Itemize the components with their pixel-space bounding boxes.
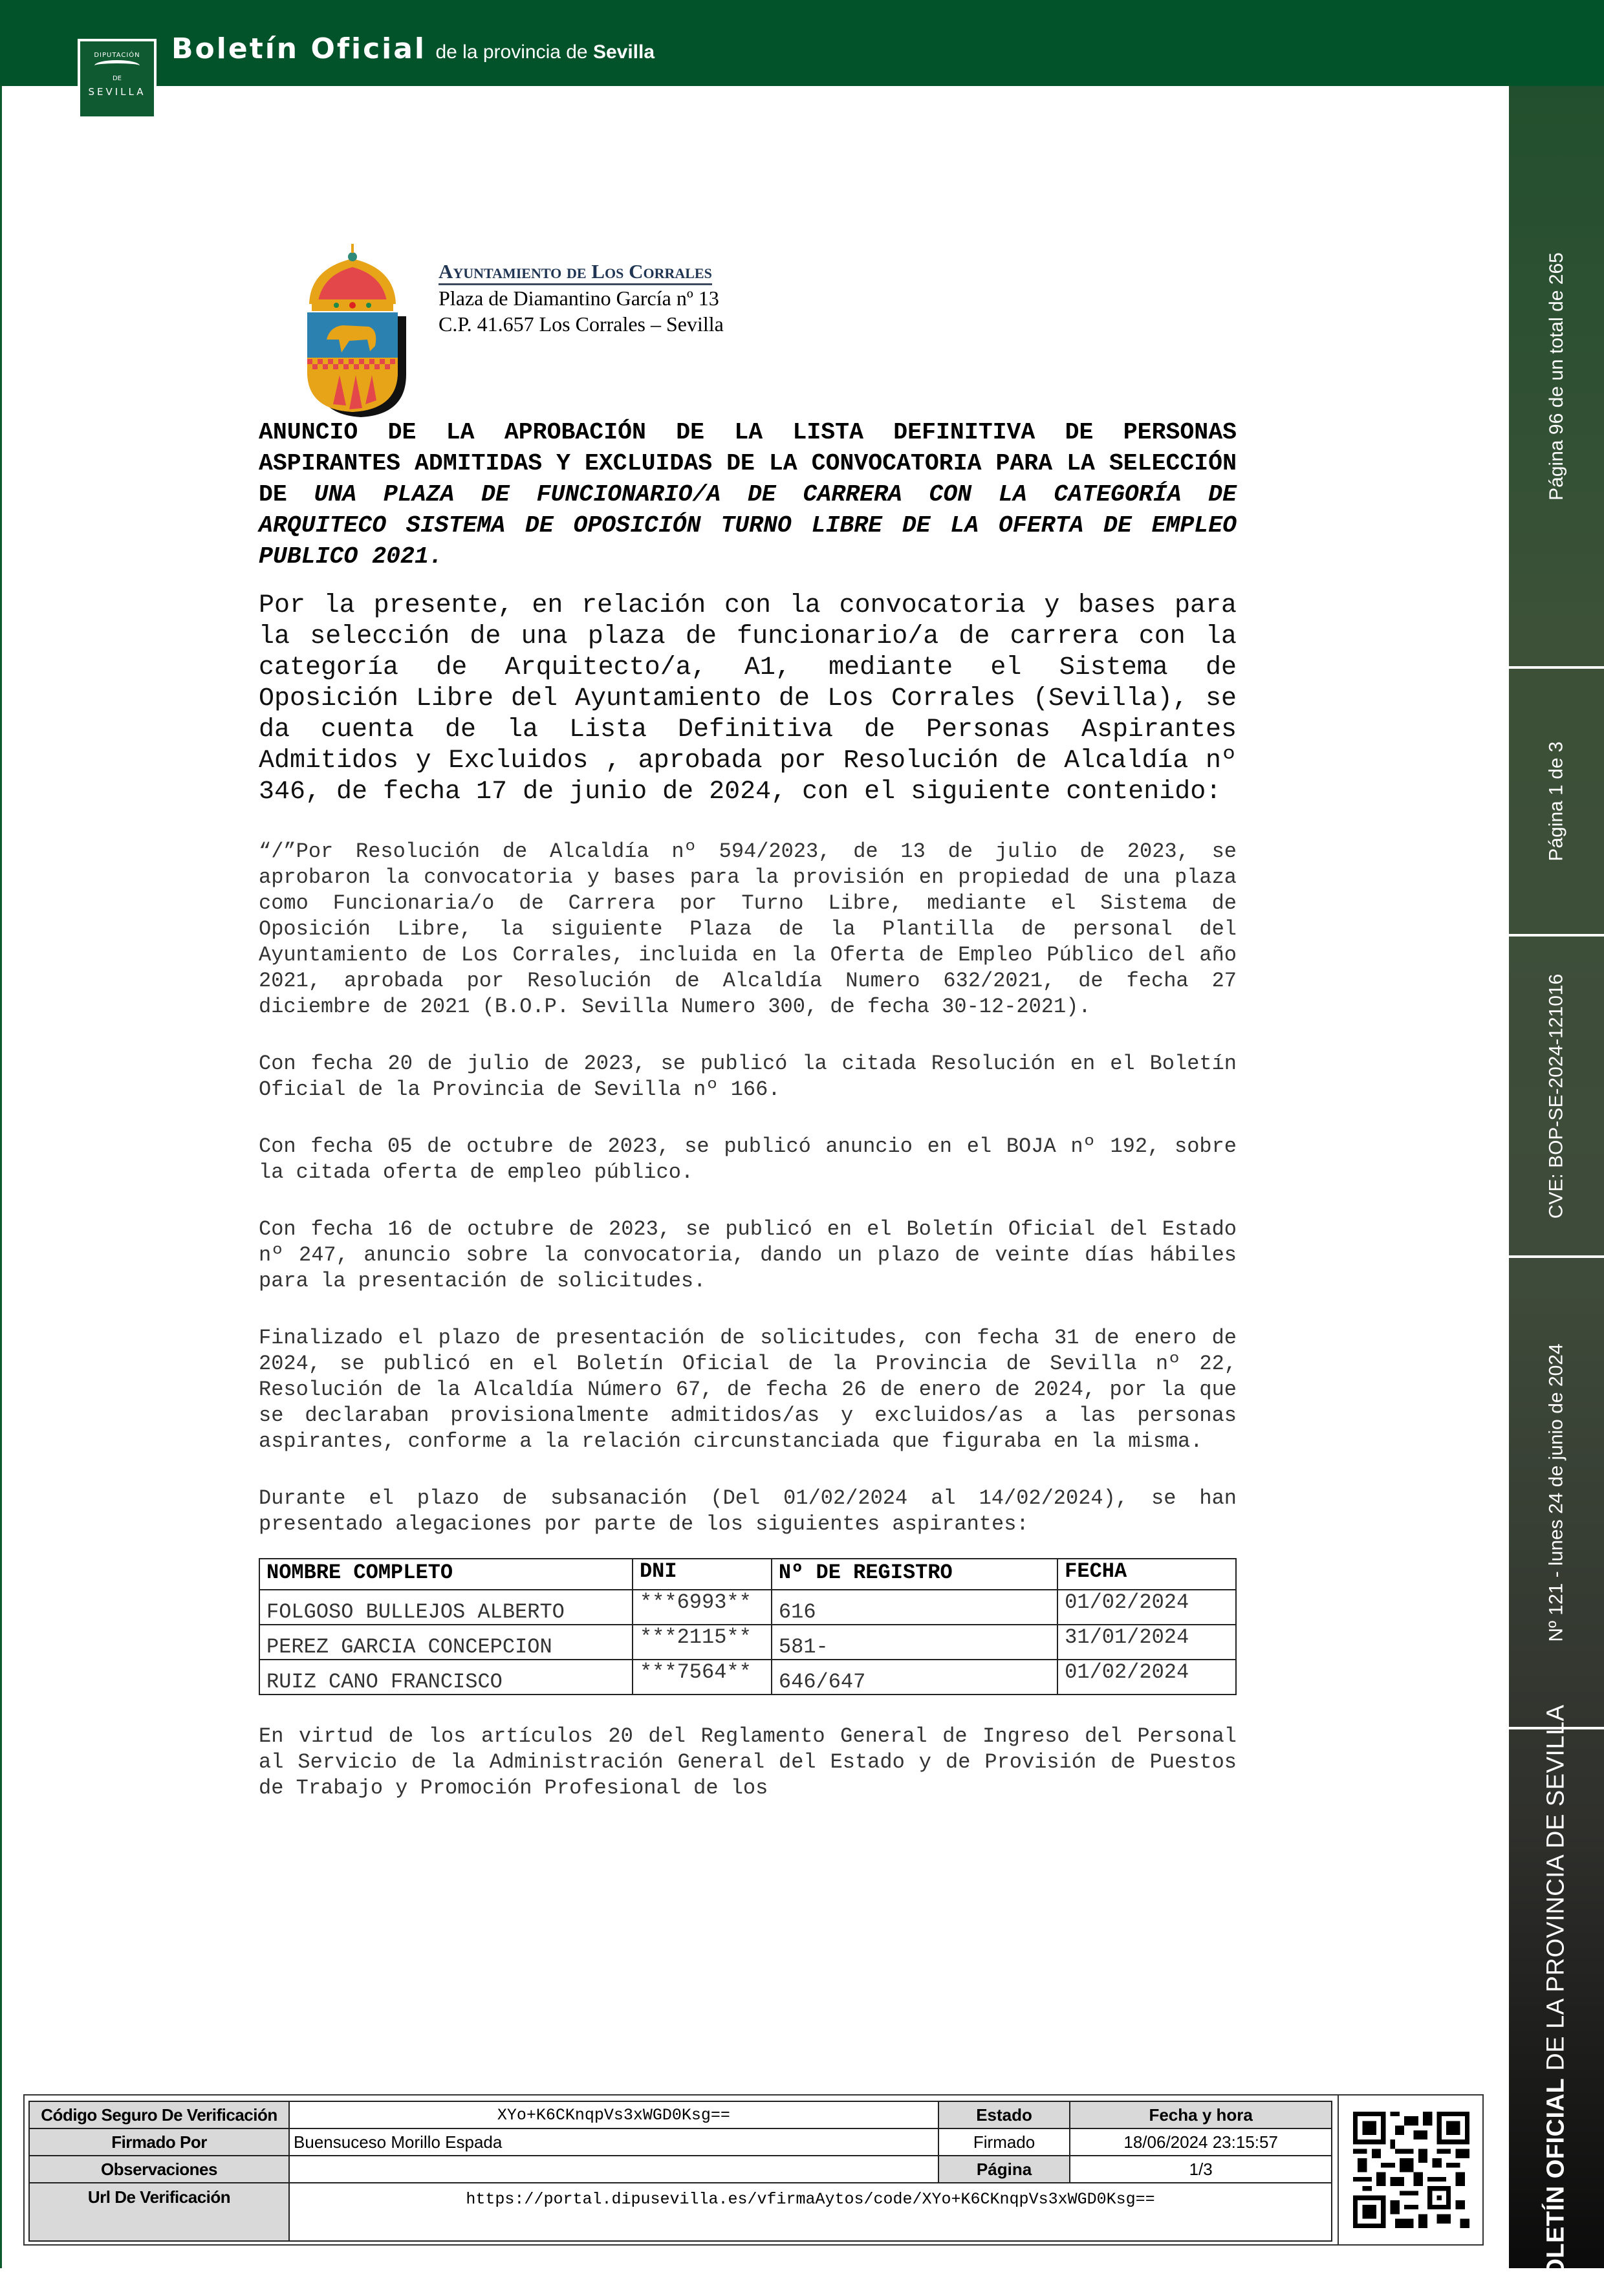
cell-dni: ***6993** [633, 1590, 772, 1625]
cell-nombre: PEREZ GARCIA CONCEPCION [259, 1625, 633, 1660]
observaciones-value [289, 2156, 938, 2183]
cell-dni: ***7564** [633, 1660, 772, 1695]
announcement-title [259, 417, 1237, 572]
cell-registro: 616 [772, 1590, 1057, 1625]
csv-value[interactable]: XYo+K6CKnqpVs3xWGD0Ksg== [289, 2101, 938, 2128]
masthead-sub-text: de la provincia de [435, 41, 588, 63]
pagina-label: Página [938, 2156, 1070, 2183]
paragraph-resolution-594: “/”Por Resolución de Alcaldía nº 594/2023, de 13 de julio de 2023, se aprobaron la convocatoria y bases para la provisión en propiedad de una plaza como Funcionaria/o de Carrera por Turno Libre, mediante el Sistema de Oposición Libre, la siguiente Plaza de la Plantilla de personal del Ayuntamiento de Los Corrales, incluida en la Oferta de Empleo Público del año 2021, aprobada por Resolución de Alcaldía Numero 632/2021, de fecha 27 diciembre de 2021 (B.O.P. Sevilla Numero 300, de fecha 30-12-2021). [259, 839, 1237, 1019]
closing-paragraph: En virtud de los artículos 20 del Reglamento General de Ingreso del Personal al Servicio de la Administración General del Estado y de Provisión de Puestos de Trabajo y Promoción Profesional de los [259, 1724, 1237, 1800]
observaciones-label: Observaciones [29, 2156, 289, 2183]
ayuntamiento-name: Ayuntamiento de Los Corrales [439, 261, 712, 285]
cell-dni: ***2115** [633, 1625, 772, 1660]
sidebar-issue-date [1509, 1255, 1604, 1727]
aspirantes-table [259, 1558, 1237, 1695]
logo-arc-icon [94, 60, 140, 71]
table-row [259, 1590, 1236, 1625]
title-bold-part: ANUNCIO DE LA APROBACIÓN DE LA LISTA DEFINITIVA DE PERSONAS ASPIRANTES ADMITIDAS Y EXCLUIDAS DE LA CONVOCATORIA PARA LA SELECCIÓN DE [259, 419, 1237, 508]
masthead-sub [435, 41, 655, 63]
masthead-title [171, 32, 655, 65]
paragraph-provisional-list: Finalizado el plazo de presentación de solicitudes, con fecha 31 de enero de 2024, se publicó en el Boletín Oficial de la Provincia de Sevilla nº 22, Resolución de la Alcaldía Número 67, de fecha 26 de enero de 2024, por la que se declaraban provisionalmente admitidos/as y excluidos/as a las personas aspirantes, conforme a la relación circunstanciada que figuraba en la misma. [259, 1326, 1237, 1453]
header-dni: DNI [633, 1559, 772, 1590]
sidebar-brand [1509, 1704, 1604, 2296]
table-header-row [259, 1559, 1236, 1590]
masthead-city: Sevilla [592, 41, 655, 63]
fecha-hora-label: Fecha y hora [1070, 2101, 1332, 2128]
coat-of-arms-icon [298, 243, 407, 417]
logo-arc-text: DIPUTACIÓN [94, 52, 140, 59]
signature-table [28, 2101, 1332, 2242]
left-border-strip [0, 86, 2, 2268]
paragraph-subsanacion: Durante el plazo de subsanación (Del 01/02/2024 al 14/02/2024), se han presentado alegaciones por parte de los siguientes aspirantes: [259, 1486, 1237, 1536]
intro-paragraph: Por la presente, en relación con la convocatoria y bases para la selección de una plaza de funcionario/a de carrera con la categoría de Arquitecto/a, A1, mediante el Sistema de Oposición Libre del Ayuntamiento de Los Corrales (Sevilla), se da cuenta de la Lista Definitiva de Personas Aspirantes Admitidos y Excluidos , aprobada por Resolución de Alcaldía nº 346, de fecha 17 de junio de 2024, con el siguiente contenido: [259, 591, 1237, 807]
sidebar-page-in-doc [1509, 666, 1604, 934]
csv-label: Código Seguro De Verificación [29, 2101, 289, 2128]
brand-bold: BOLETÍN OFICIAL [1543, 2077, 1570, 2296]
page-total-text: Página 96 de un total de 265 [1545, 252, 1567, 501]
pagina-value: 1/3 [1070, 2156, 1332, 2183]
page-in-doc-text: Página 1 de 3 [1545, 741, 1567, 861]
firmado-por-label: Firmado Por [29, 2128, 289, 2156]
header-fecha: FECHA [1057, 1559, 1236, 1590]
paragraph-boja-192: Con fecha 05 de octubre de 2023, se publicó anuncio en el BOJA nº 192, sobre la citada oferta de empleo público. [259, 1134, 1237, 1184]
firmado-por-value: Buensuceso Morillo Espada [289, 2128, 938, 2156]
sidebar-page-total [1509, 86, 1604, 666]
url-label: Url De Verificación [29, 2183, 289, 2241]
issue-date-text: Nº 121 - lunes 24 de junio de 2024 [1545, 1343, 1567, 1642]
cell-registro: 581- [772, 1625, 1057, 1660]
paragraph-boe-247: Con fecha 16 de octubre de 2023, se publicó en el Boletín Oficial del Estado nº 247, anuncio sobre la convocatoria, dando un plazo de veinte días hábiles para la presentación de solicitudes. [259, 1217, 1237, 1293]
cell-nombre: FOLGOSO BULLEJOS ALBERTO [259, 1590, 633, 1625]
cve-text: CVE: BOP-SE-2024-121016 [1545, 973, 1567, 1218]
diputacion-logo [78, 39, 157, 116]
paragraph-bop-166: Con fecha 20 de julio de 2023, se publicó la citada Resolución en el Boletín Oficial de la Provincia de Sevilla nº 166. [259, 1052, 1237, 1101]
fecha-hora-value: 18/06/2024 23:15:57 [1070, 2128, 1332, 2156]
table-row [259, 1625, 1236, 1660]
title-italic-part: UNA PLAZA DE FUNCIONARIO/A DE CARRERA CON LA CATEGORÍA DE ARQUITECO SISTEMA DE OPOSICIÓN TURNO LIBRE DE LA OFERTA DE EMPLEO PUBLICO 2021. [259, 481, 1237, 570]
cell-nombre: RUIZ CANO FRANCISCO [259, 1660, 633, 1695]
cell-registro: 646/647 [772, 1660, 1057, 1695]
ayuntamiento-postal: C.P. 41.657 Los Corrales – Sevilla [439, 312, 724, 336]
verification-url-link[interactable]: https://portal.dipusevilla.es/vfirmaAytos/code/XYo+K6CKnqpVs3xWGD0Ksg== [289, 2183, 1332, 2241]
masthead-main: Boletín Oficial [171, 32, 427, 65]
brand-rest: DE LA PROVINCIA DE SEVILLA [1543, 1704, 1570, 2078]
header-registro: Nº DE REGISTRO [772, 1559, 1057, 1590]
logo-de-text: DE [112, 75, 122, 82]
letterhead [439, 261, 724, 337]
right-sidebar [1509, 86, 1604, 2296]
estado-value: Firmado [938, 2128, 1070, 2156]
logo-city-text: SEVILLA [88, 86, 146, 98]
cell-fecha: 01/02/2024 [1057, 1590, 1236, 1625]
qr-code-icon [1353, 2110, 1469, 2230]
qr-code [1338, 2096, 1484, 2244]
ayuntamiento-address: Plaza de Diamantino García nº 13 [439, 287, 719, 310]
sidebar-cve [1509, 934, 1604, 1255]
brand-text [1543, 1704, 1570, 2295]
cell-fecha: 31/01/2024 [1057, 1625, 1236, 1660]
header-nombre: NOMBRE COMPLETO [259, 1559, 633, 1590]
estado-label: Estado [938, 2101, 1070, 2128]
table-row [259, 1660, 1236, 1695]
document-body [259, 417, 1237, 1801]
cell-fecha: 01/02/2024 [1057, 1660, 1236, 1695]
